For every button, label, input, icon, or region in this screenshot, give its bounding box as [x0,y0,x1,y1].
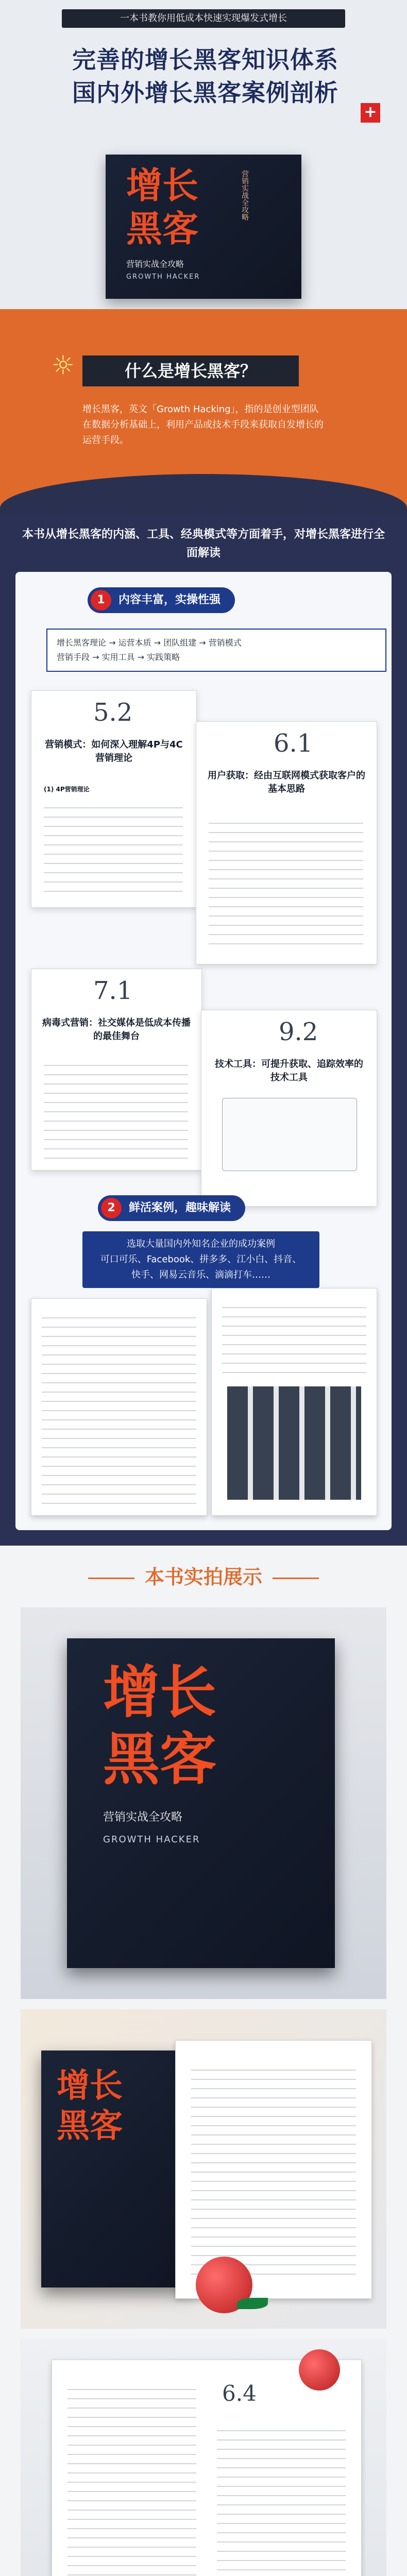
cover-english-1: GROWTH [126,273,163,281]
photo-3-left-lines [67,2381,196,2576]
case-line-3: 快手、网易云音乐、滴滴打车…… [131,1269,270,1280]
photo-1-book-title: 增长黑客 [103,1659,216,1792]
card-7-1-number: 7.1 [93,976,133,1005]
photo-2 [21,2009,386,2329]
headline-line-2: 国内外增长黑客案例剖析 [72,79,338,107]
card-6-1-text-lines [209,815,363,948]
definition-text: 增长黑客，英文「Growth Hacking」，指的是创业型团队在数据分析基础上，利用产品或技术手段来获取自发增长的运营手段。 [82,404,324,446]
cover-side-text: 营销实战全攻略 [241,170,249,221]
top-banner [0,0,407,309]
card-5-2-subheading: (1) 4P营销理论 [44,786,90,793]
case-page-left [31,1298,207,1516]
cover-subtitle: 营销实战全攻略 [126,259,184,269]
card-5-2-text-lines [44,799,183,897]
lightbulb-icon: ☼ [52,350,75,380]
flower-top [299,2349,340,2391]
photo-1-book [67,1638,335,1968]
cover-english [126,273,200,281]
section-2-number: 2 [101,1198,122,1218]
photo-3-section-number: 6.4 [222,2381,257,2406]
content-intro: 本书从增长黑客的内涵、工具、经典模式等方面着手，对增长黑客进行全面解读 [22,528,385,560]
sample-page-6-1 [196,721,377,964]
photo-2-page-lines [191,2061,356,2278]
card-7-1-text-lines [44,1057,188,1160]
sample-page-7-1 [31,969,202,1171]
photo-2-book-title: 增长黑客 [57,2066,123,2145]
cover-title: 增长黑客 [126,164,198,250]
photos-title: 本书实拍展示 [0,1561,407,1589]
section-1-label [88,587,235,613]
card-9-2-title: 技术工具：可提升获取、追踪效率的技术工具 [215,1059,363,1083]
card-6-1-number: 6.1 [274,729,313,758]
headline [72,43,338,109]
photo-2-page [175,2040,372,2299]
card-7-1-title: 病毒式营销：社交媒体是低成本传播的最佳舞台 [42,1018,191,1042]
photo-1-book-subtitle: 营销实战全攻略 [103,1811,183,1824]
content-chain-2: 营销手段 → 实用工具 → 实践策略 [57,652,180,662]
tool-diagram [222,1098,357,1171]
sample-page-9-2 [201,1010,377,1207]
leaf [237,2298,268,2309]
card-5-2-number: 5.2 [93,698,133,727]
case-page-left-lines [42,1309,196,1505]
content-chain-1: 增长黑客理论 → 运营本质 → 团队组建 → 营销模式 [57,638,242,648]
sample-page-5-2 [31,690,197,908]
plus-icon: + [361,103,380,123]
section-2-label [98,1195,245,1221]
cover-english-2: HACKER [166,273,200,281]
headline-line-1: 完善的增长黑客知识体系 [72,46,338,74]
photo-3-right-lines [217,2422,346,2576]
section-2-text: 鲜活案例，趣味解读 [129,1201,231,1214]
card-9-2-number: 9.2 [279,1018,318,1046]
content-chain [46,629,386,672]
case-page-right-lines [222,1299,366,1376]
book-cover [106,155,301,299]
case-line-1: 选取大量国内外知名企业的成功案例 [127,1239,275,1249]
screenshot-grid [227,1386,361,1500]
section-1-number: 1 [91,590,111,611]
tagline: 一本书教你用低成本快速实现爆发式增长 [62,9,345,28]
card-6-1-title: 用户获取：经由互联网模式获取客户的基本思路 [208,770,365,794]
section-1-text: 内容丰富，实操性强 [118,594,221,606]
photo-1-book-english: GROWTH HACKER [103,1834,200,1845]
case-list [82,1231,319,1288]
photo-2-book [41,2050,196,2287]
photo-1 [21,1607,386,1999]
case-page-right [211,1288,377,1516]
definition-question: 什么是增长黑客？ [82,355,299,386]
case-line-2: 可口可乐、Facebook、拼多多、江小白、抖音、 [100,1254,302,1265]
photo-3-spread [52,2360,362,2576]
card-5-2-title: 营销模式：如何深入理解4P与4C营销理论 [45,739,183,764]
photo-3 [21,2339,386,2576]
